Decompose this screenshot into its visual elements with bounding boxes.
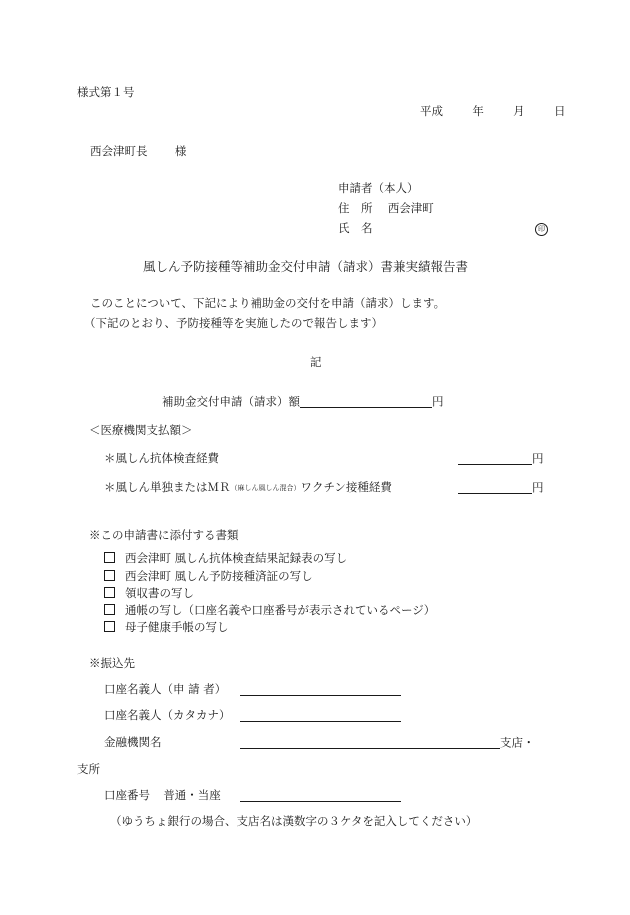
intro-line-2: （下記のとおり、予防接種等を実施したので報告します） xyxy=(84,316,383,330)
attachment-label: 西会津町 風しん予防接種済証の写し xyxy=(125,569,313,583)
attachment-item xyxy=(104,552,347,565)
transfer-header: ※振込先 xyxy=(89,656,135,670)
attachment-item xyxy=(104,570,313,583)
seal-icon: 印 xyxy=(535,223,548,236)
intro-line-1: このことについて、下記により補助金の交付を申請（請求）します。 xyxy=(90,296,446,310)
date-month: 月 xyxy=(513,104,525,118)
address-label: 住 所 xyxy=(338,201,373,215)
checkbox-icon[interactable] xyxy=(104,604,115,615)
attachments-header: ※この申請書に添付する書類 xyxy=(89,528,239,542)
applicant-address xyxy=(338,203,434,215)
holder-field[interactable] xyxy=(240,684,401,696)
amount-label: 補助金交付申請（請求）額 xyxy=(162,394,300,409)
account-label: 口座番号 xyxy=(104,788,150,802)
date-line xyxy=(420,106,565,118)
vaccine-amount-field[interactable] xyxy=(458,482,532,494)
attachment-label: 母子健康手帳の写し xyxy=(125,620,229,634)
amount-field[interactable] xyxy=(300,396,432,408)
bank-row xyxy=(240,737,535,749)
document-title: 風しん予防接種等補助金交付申請（請求）書兼実績報告書 xyxy=(143,259,469,274)
antibody-amount-field[interactable] xyxy=(458,453,532,465)
attachment-label: 通帳の写し（口座名義や口座番号が表示されているページ） xyxy=(125,603,436,617)
addressee xyxy=(90,146,186,158)
date-day: 日 xyxy=(553,104,566,118)
vaccine-unit: 円 xyxy=(532,480,544,495)
vaccine-label-b: ワクチン接種経費 xyxy=(300,480,392,494)
bank-field[interactable] xyxy=(240,737,500,749)
applicant-name-label: 氏 名 xyxy=(338,221,373,235)
attachment-item xyxy=(104,604,435,617)
attachment-label: 西会津町 風しん抗体検査結果記録表の写し xyxy=(125,551,348,565)
checkbox-icon[interactable] xyxy=(104,587,115,598)
date-era: 平成 xyxy=(420,104,443,118)
holder-label: 口座名義人（申 請 者） xyxy=(104,682,227,696)
branch-label: 支店・ xyxy=(500,735,535,750)
attachment-label: 領収書の写し xyxy=(125,586,194,600)
holder-kana-field[interactable] xyxy=(240,710,401,722)
attachment-item xyxy=(104,621,229,634)
medical-header: ＜医療機関支払額＞ xyxy=(89,423,193,437)
holder-kana-label: 口座名義人（カタカナ） xyxy=(104,708,231,722)
ki-heading: 記 xyxy=(310,355,322,369)
checkbox-icon[interactable] xyxy=(104,552,115,563)
yucho-note: （ゆうちょ銀行の場合、支店名は漢数字の３ケタを記入してください） xyxy=(110,814,478,828)
bank-label: 金融機関名 xyxy=(104,735,162,749)
addressee-honorific: 様 xyxy=(174,144,187,158)
addressee-name: 西会津町長 xyxy=(90,144,148,158)
vaccine-label-a: ＊風しん単独またはＭＲ xyxy=(104,480,231,494)
account-number-field[interactable] xyxy=(240,790,401,802)
medical-item-vaccine-amount xyxy=(458,482,544,494)
medical-item-antibody: ＊風しん抗体検査経費 xyxy=(104,451,219,465)
antibody-unit: 円 xyxy=(532,451,544,466)
vaccine-label-small: （麻しん風しん混合） xyxy=(230,484,301,492)
amount-row xyxy=(162,396,444,408)
medical-item-vaccine xyxy=(104,482,392,494)
amount-unit: 円 xyxy=(432,394,444,409)
account-row xyxy=(104,790,221,802)
address-value: 西会津町 xyxy=(387,201,434,215)
checkbox-icon[interactable] xyxy=(104,621,115,632)
branch-label-2: 支所 xyxy=(77,762,100,776)
date-year: 年 xyxy=(472,104,484,118)
form-number: 様式第１号 xyxy=(77,85,135,99)
attachment-item xyxy=(104,587,194,600)
medical-item-antibody-amount xyxy=(458,453,544,465)
checkbox-icon[interactable] xyxy=(104,570,115,581)
seal-mark xyxy=(535,222,548,236)
account-type[interactable]: 普通・当座 xyxy=(163,788,221,802)
applicant-label: 申請者（本人） xyxy=(338,181,419,195)
